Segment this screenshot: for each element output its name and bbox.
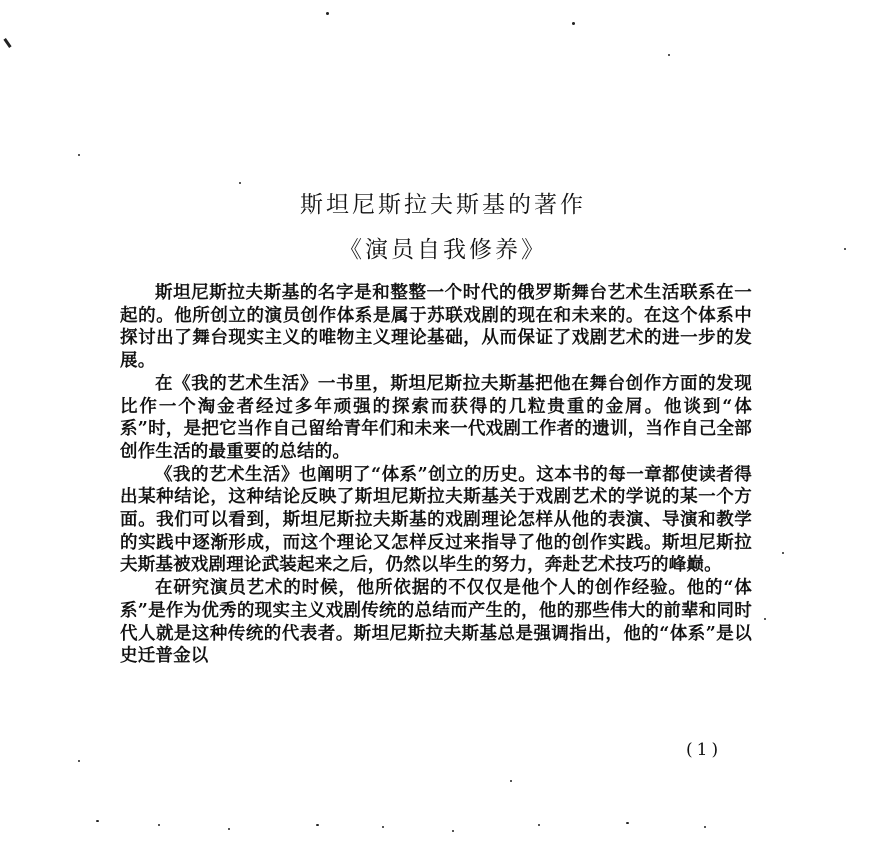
scan-speck bbox=[572, 22, 575, 25]
scan-speck bbox=[326, 12, 329, 15]
paragraph-1: 斯坦尼斯拉夫斯基的名字是和整整一个时代的俄罗斯舞台艺术生活联系在一起的。他所创立的演员创作体系是属于苏联戏剧的现在和未来的。在这个体系中探讨出了舞台现实主义的唯物主义理论基础，从而保证了戏剧艺术的进一步的发展。 bbox=[120, 283, 752, 372]
scan-speck bbox=[316, 824, 319, 826]
paragraph-2: 在《我的艺术生活》一书里，斯坦尼斯拉夫斯基把他在舞台创作方面的发现比作一个淘金者经过多年顽强的探索而获得的几粒贵重的金屑。他谈到“体系”时，是把它当作自己留给青年们和未来一代戏剧工作者的遗训，当作自己全部创作生活的最重要的总结的。 bbox=[120, 373, 752, 462]
scan-speck bbox=[239, 182, 241, 184]
scan-speck bbox=[844, 248, 846, 250]
scan-mark bbox=[3, 38, 11, 48]
scan-speck bbox=[668, 54, 670, 56]
body-text bbox=[120, 282, 752, 668]
scan-speck bbox=[96, 820, 99, 822]
scan-speck bbox=[538, 824, 540, 826]
scan-speck bbox=[452, 830, 454, 832]
scan-speck bbox=[510, 780, 512, 782]
paragraph-4: 在研究演员艺术的时候，他所依据的不仅仅是他个人的创作经验。他的“体系”是作为优秀的现实主义戏剧传统的总结而产生的，他的那些伟大的前辈和同时代人就是这种传统的代表者。斯坦尼斯拉夫斯基总是强调指出，他的“体系”是以史迁普金以 bbox=[120, 578, 752, 667]
scan-speck bbox=[704, 826, 706, 828]
scan-speck bbox=[78, 154, 80, 156]
page-title: 斯坦尼斯拉夫斯基的著作 bbox=[300, 192, 586, 218]
scan-speck bbox=[382, 826, 384, 828]
scan-speck bbox=[158, 824, 160, 826]
paragraph-3: 《我的艺术生活》也阐明了“体系”创立的历史。这本书的每一章都使读者得出某种结论，这种结论反映了斯坦尼斯拉夫斯基关于戏剧艺术的学说的某一个方面。我们可以看到，斯坦尼斯拉夫斯基的戏剧理论怎样从他的表演、导演和教学的实践中逐渐形成，而这个理论又怎样反过来指导了他的创作实践。斯坦尼斯拉夫斯基被戏剧理论武装起来之后，仍然以毕生的努力，奔赴艺术技巧的峰巅。 bbox=[120, 464, 752, 576]
scan-speck bbox=[626, 822, 629, 824]
scan-speck bbox=[78, 760, 80, 762]
book-subtitle: 《演员自我修养》 bbox=[339, 237, 547, 263]
scan-speck bbox=[228, 828, 230, 830]
scan-speck bbox=[764, 618, 766, 620]
scan-speck bbox=[782, 552, 784, 554]
page-number: (1) bbox=[686, 740, 723, 760]
